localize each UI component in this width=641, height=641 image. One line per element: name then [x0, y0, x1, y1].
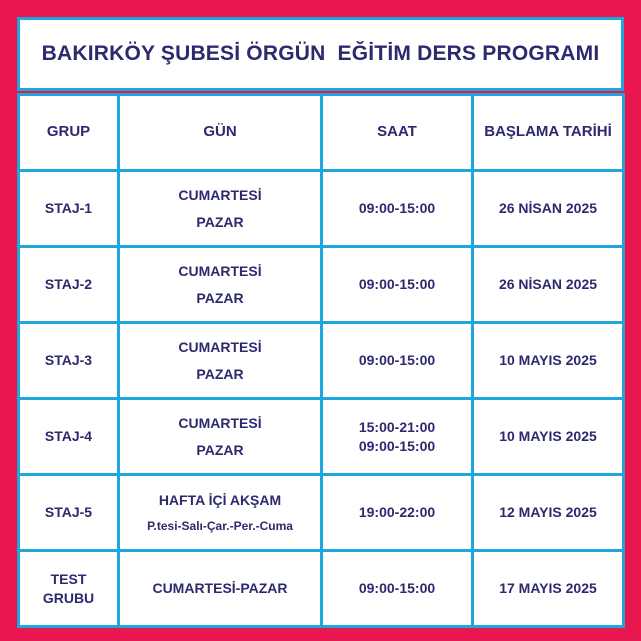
cell-time: 19:00-22:00 — [322, 475, 473, 551]
cell-day — [119, 399, 322, 475]
table-row — [19, 551, 624, 627]
schedule-table — [17, 93, 622, 628]
day-line-2: P.tesi-Salı-Çar.-Per.-Cuma — [147, 518, 293, 533]
page-title: BAKIRKÖY ŞUBESİ ÖRGÜN EĞİTİM DERS PROGRAMI — [41, 42, 600, 65]
day-line-2: PAZAR — [196, 213, 244, 230]
cell-time: 09:00-15:00 — [322, 171, 473, 247]
day-line-1: CUMARTESİ — [178, 414, 262, 431]
cell-start-date: 26 NİSAN 2025 — [473, 247, 624, 323]
group-line-2: GRUBU — [42, 589, 95, 606]
day-line-2: PAZAR — [196, 365, 244, 382]
day-line-1: HAFTA İÇİ AKŞAM — [158, 491, 282, 508]
cell-start-date: 10 MAYIS 2025 — [473, 399, 624, 475]
header-group: GRUP — [19, 95, 119, 171]
cell-day — [119, 171, 322, 247]
day-line-1: CUMARTESİ — [178, 186, 262, 203]
cell-start-date: 26 NİSAN 2025 — [473, 171, 624, 247]
header-start-date: BAŞLAMA TARİHİ — [473, 95, 624, 171]
cell-group: STAJ-3 — [19, 323, 119, 399]
header-day: GÜN — [119, 95, 322, 171]
cell-group: STAJ-4 — [19, 399, 119, 475]
cell-start-date: 17 MAYIS 2025 — [473, 551, 624, 627]
cell-start-date: 12 MAYIS 2025 — [473, 475, 624, 551]
cell-day: CUMARTESİ-PAZAR — [119, 551, 322, 627]
table-row — [19, 323, 624, 399]
cell-group: STAJ-5 — [19, 475, 119, 551]
table-row — [19, 171, 624, 247]
group-line-1: TEST — [50, 570, 87, 587]
table-header-row — [19, 95, 624, 171]
title-banner — [17, 17, 624, 91]
cell-time: 09:00-15:00 — [322, 323, 473, 399]
table-row — [19, 475, 624, 551]
time-line-1: 15:00-21:00 — [358, 418, 436, 435]
table-row — [19, 399, 624, 475]
header-time: SAAT — [322, 95, 473, 171]
cell-time — [322, 399, 473, 475]
table-row — [19, 247, 624, 323]
cell-day — [119, 247, 322, 323]
time-line-2: 09:00-15:00 — [358, 437, 436, 454]
day-line-1: CUMARTESİ — [178, 338, 262, 355]
cell-day — [119, 323, 322, 399]
cell-group: STAJ-1 — [19, 171, 119, 247]
cell-start-date: 10 MAYIS 2025 — [473, 323, 624, 399]
cell-group: STAJ-2 — [19, 247, 119, 323]
cell-time: 09:00-15:00 — [322, 551, 473, 627]
day-line-2: PAZAR — [196, 441, 244, 458]
cell-group — [19, 551, 119, 627]
day-line-1: CUMARTESİ — [178, 262, 262, 279]
day-line-2: PAZAR — [196, 289, 244, 306]
cell-time: 09:00-15:00 — [322, 247, 473, 323]
cell-day — [119, 475, 322, 551]
